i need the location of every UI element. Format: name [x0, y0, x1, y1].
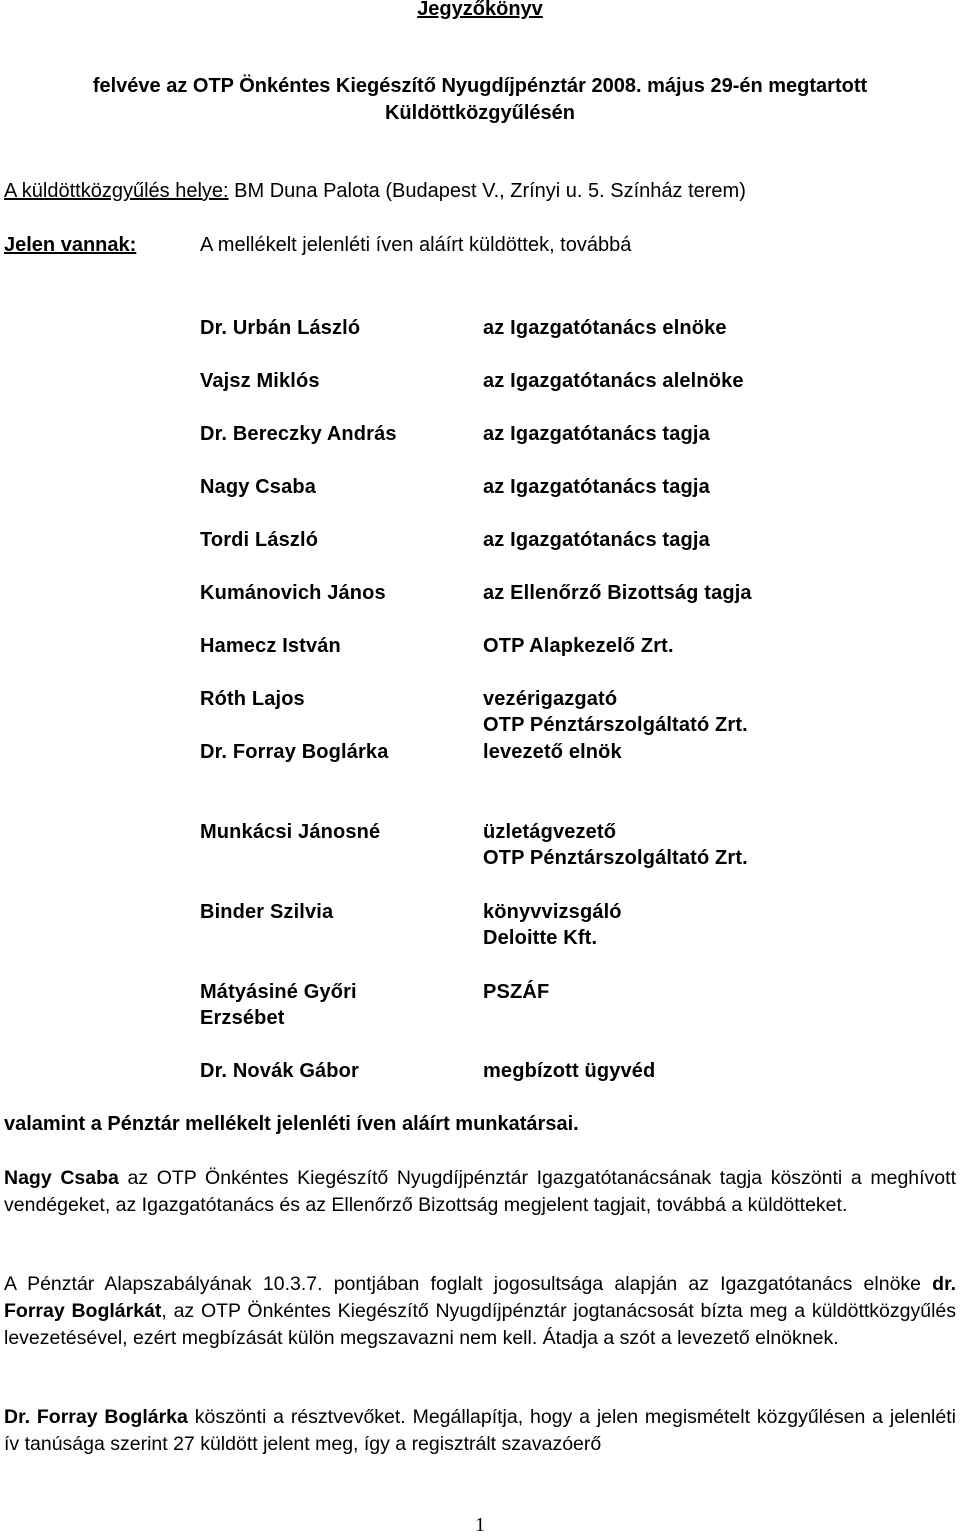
attendee-role: az Igazgatótanács alelnöke: [483, 370, 744, 392]
attendee-name: Vajsz Miklós: [200, 370, 320, 392]
attendee-role-company: OTP Pénztárszolgáltató Zrt.: [483, 714, 748, 736]
chair-name: dr. Forray Boglárkát: [4, 1273, 956, 1322]
document-subtitle: [0, 73, 960, 127]
document-title: Jegyzőkönyv: [417, 0, 543, 20]
paragraph-text: az OTP Önkéntes Kiegészítő Nyugdíjpénztár Igazgatótanácsának tagja köszönti a meghívott vendégeket, az Igazgatótanács és az Ellenőrző Bizottság megjelent tagjait, továbbá a küldötteket.: [4, 1167, 956, 1216]
attendee-role: OTP Alapkezelő Zrt.: [483, 635, 674, 657]
guest-role: megbízott ügyvéd: [483, 1060, 656, 1082]
guest-name: Mátyásiné Győri: [200, 981, 357, 1003]
present-label: Jelen vannak:: [4, 234, 137, 256]
paragraph-chair-appointment: [4, 1271, 956, 1352]
guest-role: PSZÁF: [483, 981, 550, 1003]
attendee-role: az Igazgatótanács elnöke: [483, 317, 727, 339]
attendee-name: Tordi László: [200, 529, 319, 551]
guest-name: Munkácsi Jánosné: [200, 821, 381, 843]
attendee-name: Dr. Bereczky András: [200, 423, 397, 445]
paragraph-text: köszönti a résztvevőket. Megállapítja, hogy a jelen megismételt közgyűlésen a jelenléti ív tanúsága szerint 27 küldött jelent meg, így a regisztrált szavazóerő: [4, 1406, 956, 1455]
attendee-name: Dr. Urbán László: [200, 317, 361, 339]
attendee-name: Nagy Csaba: [200, 476, 316, 498]
attendee-name: Róth Lajos: [200, 688, 305, 710]
attendee-name: Dr. Forray Boglárka: [200, 741, 389, 763]
subtitle-line-1: felvéve az OTP Önkéntes Kiegészítő Nyugdíjpénztár 2008. május 29-én megtartott: [92, 75, 868, 97]
speaker-name: Nagy Csaba: [4, 1167, 119, 1189]
venue-label: A küldöttközgyűlés helye:: [4, 180, 229, 202]
paragraph-text: A Pénztár Alapszabályának 10.3.7. pontjában foglalt jogosultsága alapján az Igazgatótanács elnöke: [4, 1273, 933, 1295]
venue-line: [4, 178, 746, 205]
paragraph-welcome: [4, 1165, 956, 1219]
guest-name: Dr. Novák Gábor: [200, 1060, 359, 1082]
guest-role-company: Deloitte Kft.: [483, 927, 598, 949]
attendee-role: az Igazgatótanács tagja: [483, 476, 710, 498]
present-text: A mellékelt jelenléti íven aláírt küldöttek, továbbá: [200, 234, 632, 256]
closing-line: valamint a Pénztár mellékelt jelenléti íven aláírt munkatársai.: [4, 1113, 579, 1135]
guest-name: Binder Szilvia: [200, 901, 334, 923]
speaker-name: Dr. Forray Boglárka: [4, 1406, 188, 1428]
paragraph-quorum: [4, 1404, 956, 1458]
subtitle-line-2: Küldöttközgyűlésén: [384, 102, 575, 124]
guest-role-company: OTP Pénztárszolgáltató Zrt.: [483, 847, 748, 869]
guest-name-line-2: Erzsébet: [200, 1007, 285, 1029]
attendee-role: levezető elnök: [483, 741, 622, 763]
attendee-role: az Igazgatótanács tagja: [483, 529, 710, 551]
attendee-role: vezérigazgató: [483, 688, 618, 710]
guest-role: könyvvizsgáló: [483, 901, 622, 923]
page-number: 1: [475, 1514, 485, 1536]
attendee-role: az Ellenőrző Bizottság tagja: [483, 582, 752, 604]
attendee-role: az Igazgatótanács tagja: [483, 423, 710, 445]
paragraph-text: , az OTP Önkéntes Kiegészítő Nyugdíjpénztár jogtanácsosát bízta meg a küldöttközgyűlés levezetésével, ezért megbízását külön megszavazni nem kell. Átadja a szót a levezető elnöknek.: [4, 1300, 956, 1349]
venue-text: BM Duna Palota (Budapest V., Zrínyi u. 5. Színház terem): [228, 180, 746, 202]
attendee-name: Hamecz István: [200, 635, 341, 657]
attendee-name: Kumánovich János: [200, 582, 386, 604]
guest-role: üzletágvezető: [483, 821, 617, 843]
